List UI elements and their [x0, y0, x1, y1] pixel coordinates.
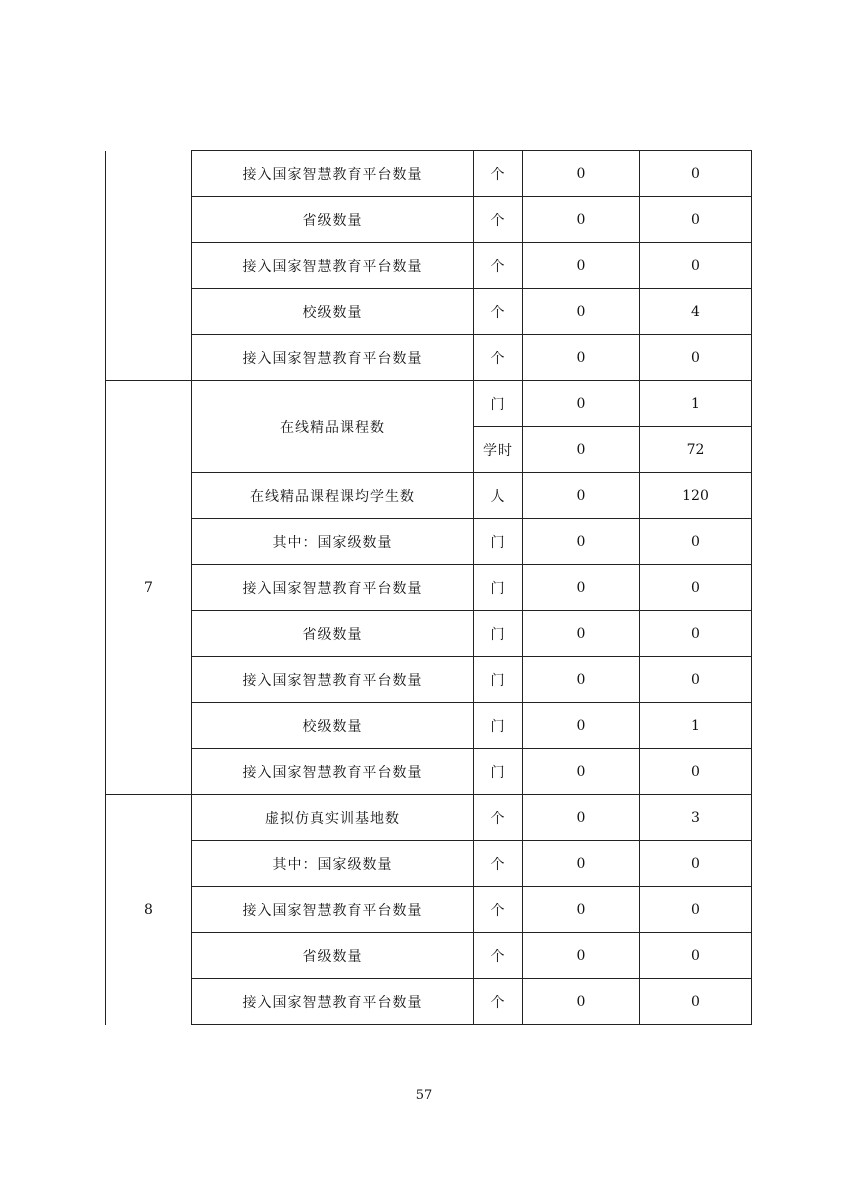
current-value-cell: 0	[640, 151, 752, 197]
table-row	[106, 151, 752, 197]
table-row	[106, 657, 752, 703]
previous-value-cell: 0	[523, 841, 640, 887]
previous-value-cell: 0	[523, 749, 640, 795]
current-value-cell: 4	[640, 289, 752, 335]
indicator-name-cell: 接入国家智慧教育平台数量	[192, 335, 474, 381]
indicator-table	[105, 150, 752, 1025]
indicator-name-cell: 接入国家智慧教育平台数量	[192, 243, 474, 289]
unit-cell: 个	[474, 795, 523, 841]
unit-cell: 学时	[474, 427, 523, 473]
indicator-name-cell: 校级数量	[192, 289, 474, 335]
previous-value-cell: 0	[523, 979, 640, 1025]
indicator-name-cell: 在线精品课程课均学生数	[192, 473, 474, 519]
unit-cell: 门	[474, 519, 523, 565]
previous-value-cell: 0	[523, 703, 640, 749]
unit-cell: 门	[474, 657, 523, 703]
table-row	[106, 289, 752, 335]
unit-cell: 门	[474, 565, 523, 611]
indicator-name-cell: 接入国家智慧教育平台数量	[192, 151, 474, 197]
sequence-number-cell: 7	[106, 381, 192, 795]
current-value-cell: 0	[640, 749, 752, 795]
indicator-name-cell: 接入国家智慧教育平台数量	[192, 979, 474, 1025]
unit-cell: 个	[474, 887, 523, 933]
indicator-name-cell: 省级数量	[192, 933, 474, 979]
previous-value-cell: 0	[523, 887, 640, 933]
current-value-cell: 0	[640, 841, 752, 887]
current-value-cell: 0	[640, 887, 752, 933]
current-value-cell: 0	[640, 611, 752, 657]
previous-value-cell: 0	[523, 795, 640, 841]
previous-value-cell: 0	[523, 427, 640, 473]
unit-cell: 个	[474, 933, 523, 979]
table-row	[106, 795, 752, 841]
unit-cell: 个	[474, 979, 523, 1025]
previous-value-cell: 0	[523, 611, 640, 657]
unit-cell: 门	[474, 381, 523, 427]
table-row	[106, 381, 752, 427]
current-value-cell: 0	[640, 565, 752, 611]
current-value-cell: 0	[640, 197, 752, 243]
unit-cell: 个	[474, 197, 523, 243]
table-row	[106, 887, 752, 933]
indicator-name-cell: 其中：国家级数量	[192, 841, 474, 887]
table-row	[106, 933, 752, 979]
current-value-cell: 72	[640, 427, 752, 473]
unit-cell: 个	[474, 289, 523, 335]
unit-cell: 人	[474, 473, 523, 519]
current-value-cell: 0	[640, 335, 752, 381]
indicator-table-body	[106, 151, 752, 1025]
current-value-cell: 0	[640, 243, 752, 289]
current-value-cell: 120	[640, 473, 752, 519]
current-value-cell: 1	[640, 703, 752, 749]
indicator-name-cell: 接入国家智慧教育平台数量	[192, 749, 474, 795]
previous-value-cell: 0	[523, 473, 640, 519]
table-row	[106, 841, 752, 887]
current-value-cell: 0	[640, 933, 752, 979]
table-row	[106, 749, 752, 795]
table-row	[106, 197, 752, 243]
previous-value-cell: 0	[523, 335, 640, 381]
indicator-name-cell: 接入国家智慧教育平台数量	[192, 657, 474, 703]
indicator-name-cell: 省级数量	[192, 611, 474, 657]
unit-cell: 个	[474, 335, 523, 381]
table-row	[106, 703, 752, 749]
previous-value-cell: 0	[523, 519, 640, 565]
previous-value-cell: 0	[523, 289, 640, 335]
previous-value-cell: 0	[523, 151, 640, 197]
indicator-name-cell: 在线精品课程数	[192, 381, 474, 473]
current-value-cell: 0	[640, 979, 752, 1025]
table-row	[106, 243, 752, 289]
previous-value-cell: 0	[523, 565, 640, 611]
unit-cell: 门	[474, 611, 523, 657]
previous-value-cell: 0	[523, 243, 640, 289]
previous-value-cell: 0	[523, 197, 640, 243]
previous-value-cell: 0	[523, 933, 640, 979]
previous-value-cell: 0	[523, 381, 640, 427]
table-row	[106, 565, 752, 611]
unit-cell: 个	[474, 841, 523, 887]
indicator-name-cell: 虚拟仿真实训基地数	[192, 795, 474, 841]
table-row	[106, 611, 752, 657]
current-value-cell: 3	[640, 795, 752, 841]
unit-cell: 门	[474, 749, 523, 795]
indicator-name-cell: 校级数量	[192, 703, 474, 749]
table-row	[106, 335, 752, 381]
indicator-name-cell: 接入国家智慧教育平台数量	[192, 565, 474, 611]
unit-cell: 个	[474, 151, 523, 197]
unit-cell: 门	[474, 703, 523, 749]
current-value-cell: 1	[640, 381, 752, 427]
sequence-number-cell: 8	[106, 795, 192, 1025]
page-number: 57	[415, 1088, 433, 1103]
indicator-name-cell: 省级数量	[192, 197, 474, 243]
unit-cell: 个	[474, 243, 523, 289]
indicator-name-cell: 接入国家智慧教育平台数量	[192, 887, 474, 933]
current-value-cell: 0	[640, 519, 752, 565]
current-value-cell: 0	[640, 657, 752, 703]
previous-value-cell: 0	[523, 657, 640, 703]
table-row	[106, 979, 752, 1025]
table-row	[106, 473, 752, 519]
table-row	[106, 519, 752, 565]
indicator-name-cell: 其中：国家级数量	[192, 519, 474, 565]
sequence-number-cell	[106, 151, 192, 381]
